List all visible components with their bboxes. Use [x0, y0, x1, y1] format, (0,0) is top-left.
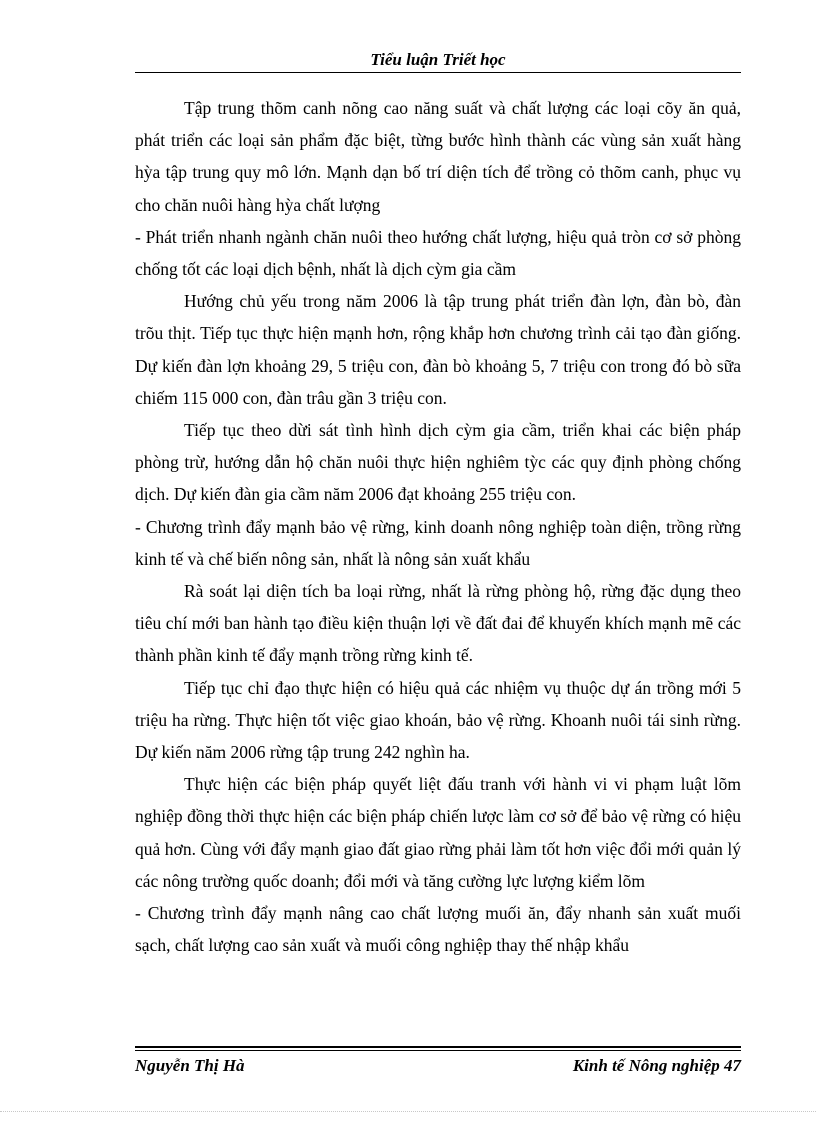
paragraph: Rà soát lại diện tích ba loại rừng, nhất là rừng phòng hộ, rừng đặc dụng theo tiêu chí mới ban hành tạo điều kiện thuận lợi về đất đai để khuyến khích mạnh mẽ các thành phần kinh tế đẩy mạnh trồng rừng kinh tế.	[135, 581, 741, 666]
footer-rule-thick	[135, 1046, 741, 1048]
footer-author: Nguyễn Thị Hà	[135, 1056, 245, 1075]
footer-class-info: Kinh tế Nông nghiệp 47	[572, 1056, 741, 1075]
paragraph: Tập trung thõm canh nõng cao năng suất và chất lượng các loại cõy ăn quả, phát triển các loại sản phẩm đặc biệt, từng bước hình thành các vùng sản xuất hàng hỳa tập trung quy mô lớn. Mạnh dạn bố trí diện tích để trồng cỏ thõm canh, phục vụ cho chăn nuôi hàng hỳa chất lượng	[135, 98, 741, 215]
paragraph: Tiếp tục theo dừi sát tình hình dịch cỳm gia cầm, triển khai các biện pháp phòng trừ, hướng dẫn hộ chăn nuôi thực hiện nghiêm tỳc các quy định phòng chống dịch. Dự kiến đàn gia cầm năm 2006 đạt khoảng 255 triệu con.	[135, 420, 741, 505]
header-title: Tiểu luận Triết học	[370, 50, 506, 69]
header-rule	[135, 72, 741, 73]
bullet-paragraph: - Chương trình đẩy mạnh nâng cao chất lượng muối ăn, đẩy nhanh sản xuất muối sạch, chất lượng cao sản xuất và muối công nghiệp thay thế nhập khẩu	[135, 903, 741, 956]
paragraph: Thực hiện các biện pháp quyết liệt đấu tranh với hành vi vi phạm luật lõm nghiệp đồng thời thực hiện các biện pháp chiến lược làm cơ sở để bảo vệ rừng có hiệu quả hơn. Cùng với đẩy mạnh giao đất giao rừng phải làm tốt hơn việc đổi mới quản lý các nông trường quốc doanh; đổi mới và tăng cường lực lượng kiểm lõm	[135, 774, 741, 891]
page-edge	[0, 1111, 816, 1112]
paragraph: Tiếp tục chỉ đạo thực hiện có hiệu quả các nhiệm vụ thuộc dự án trồng mới 5 triệu ha rừng. Thực hiện tốt việc giao khoán, bảo vệ rừng. Khoanh nuôi tái sinh rừng. Dự kiến năm 2006 rừng tập trung 242 nghìn ha.	[135, 677, 741, 763]
bullet-paragraph: - Phát triển nhanh ngành chăn nuôi theo hướng chất lượng, hiệu quả tròn cơ sở phòng chống tốt các loại dịch bệnh, nhất là dịch cỳm gia cầm	[135, 226, 741, 280]
bullet-paragraph: - Chương trình đẩy mạnh bảo vệ rừng, kinh doanh nông nghiệp toàn diện, trồng rừng kinh tế và chế biến nông sản, nhất là nông sản xuất khẩu	[135, 516, 741, 569]
footer-rule-thin	[135, 1050, 741, 1051]
paragraph: Hướng chủ yếu trong năm 2006 là tập trung phát triển đàn lợn, đàn bò, đàn trõu thịt. Tiếp tục thực hiện mạnh hơn, rộng khắp hơn chương trình cải tạo đàn giống. Dự kiến đàn lợn khoảng 29, 5 triệu con, đàn bò khoảng 5, 7 triệu con trong đó bò sữa chiếm 115 000 con, đàn trâu gần 3 triệu con.	[135, 291, 741, 408]
body-text	[135, 92, 741, 961]
